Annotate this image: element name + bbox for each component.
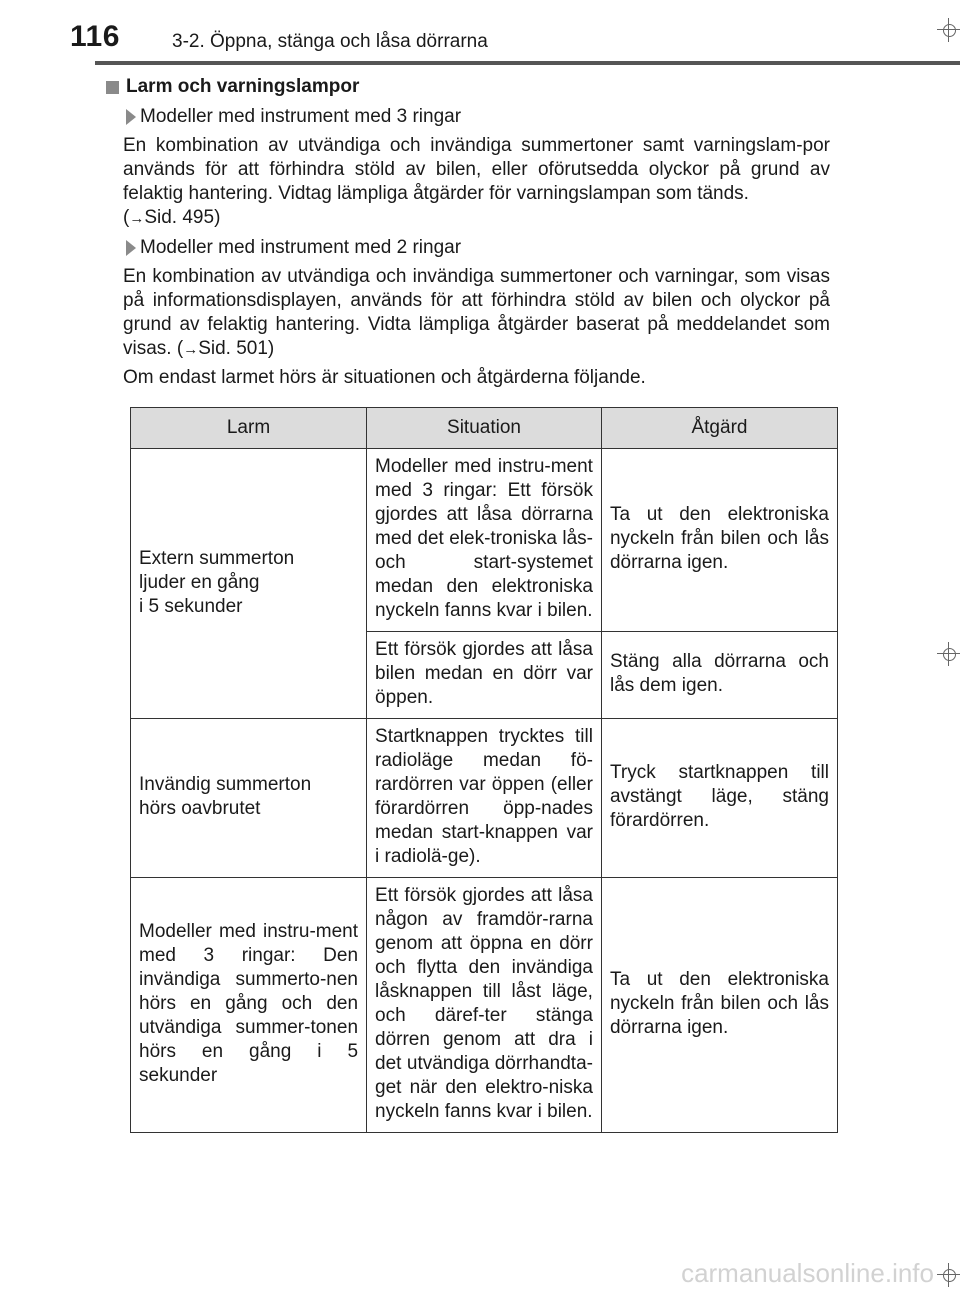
subheading-2-rings-text: Modeller med instrument med 2 ringar — [140, 237, 462, 258]
table-row — [131, 878, 838, 1133]
table-row — [131, 449, 838, 632]
paragraph-3-rings: En kombination av utvändiga och invändiga summertoner samt varningslam-por används för att förhindra stöld av bilen, eller oförutsedda olyckor på grund av felaktig hantering. Vidtag lämpliga åtgärder för varningslampan som tänds. (→Sid. 495) — [123, 135, 830, 228]
table-header-row — [131, 408, 838, 449]
page-reference[interactable]: Sid. 501 — [198, 338, 268, 359]
subheading-3-rings-text: Modeller med instrument med 3 ringar — [140, 106, 462, 127]
alarm-table — [130, 407, 838, 1133]
paragraph-3-rings-text: En kombination av utvändiga och invändiga summertoner samt varningslam-por används för att förhindra stöld av bilen, eller oförutsedda olyckor på grund av felaktig hantering. Vidtag lämpliga åtgärder för varningslampan som tänds. — [123, 135, 830, 204]
alarm-line: ljuder en gång — [139, 571, 260, 593]
alarm-line: i 5 sekunder — [139, 595, 243, 617]
arrow-right-icon: → — [129, 210, 145, 227]
alarm-cell — [131, 719, 367, 878]
paragraph-intro-table: Om endast larmet hörs är situationen och åtgärderna följande. — [123, 367, 646, 388]
action-cell: Stäng alla dörrarna och lås dem igen. — [601, 632, 837, 719]
situation-cell: Modeller med instru-ment med 3 ringar: Ett försök gjordes att låsa dörrarna med det elek-troniska lås- och start-systemet medan den elektroniska nyckeln fanns kvar i bilen. — [367, 449, 602, 632]
action-cell: Ta ut den elektroniska nyckeln från bilen och lås dörrarna igen. — [601, 878, 837, 1133]
page-reference[interactable]: Sid. 495 — [144, 207, 215, 228]
subheading-2-rings — [126, 235, 830, 261]
header-rule — [95, 61, 960, 65]
column-header-situation: Situation — [367, 408, 602, 449]
square-bullet-icon — [106, 81, 119, 94]
paragraph-2-rings: En kombination av utvändiga och invändiga summertoner och varningar, som visas på informationsdisplayen, används för att förhindra stöld av bilen och olyckor på grund av felaktig hantering. Vidta lämpliga åtgärder baserat på meddelandet som visas. (→Sid. 501) — [123, 266, 830, 359]
main-content — [106, 74, 830, 390]
alarm-line: hörs oavbrutet — [139, 798, 261, 819]
triangle-bullet-icon — [126, 240, 136, 256]
table-row — [131, 719, 838, 878]
alarm-cell: Modeller med instru-ment med 3 ringar: Den invändiga summerto-nen hörs en gång och den utvändiga summer-tonen hörs en gång i 5 sekunder — [131, 878, 367, 1133]
column-header-alarm: Larm — [131, 408, 367, 449]
action-cell: Tryck startknappen till avstängt läge, stäng förardörren. — [601, 719, 837, 878]
alarm-line: Invändig summerton — [139, 774, 312, 795]
registration-mark-icon — [937, 1263, 960, 1287]
registration-mark-icon — [937, 642, 960, 666]
registration-mark-icon — [937, 18, 960, 42]
situation-cell: Startknappen trycktes till radioläge medan fö-rardörren var öppen (eller förardörren öpp-nades medan start-knappen var i radiolä-ge). — [367, 719, 602, 878]
column-header-action: Åtgärd — [601, 408, 837, 449]
alarm-cell — [131, 449, 367, 719]
chapter-title: 3-2. Öppna, stänga och låsa dörrarna — [172, 31, 488, 52]
section-heading-text: Larm och varningslampor — [126, 76, 360, 97]
arrow-right-icon: → — [183, 341, 199, 358]
triangle-bullet-icon — [126, 109, 136, 125]
situation-cell: Ett försök gjordes att låsa någon av framdör-rarna genom att öppna en dörr och flytta den invändiga låsknappen till låst läge, och däref-ter stänga dörren genom att dra i det utvändiga dörrhandta-get när den elektro-niska nyckeln fanns kvar i bilen. — [367, 878, 602, 1133]
paragraph-2-rings-text: En kombination av utvändiga och invändiga summertoner och varningar, som visas på informationsdisplayen, används för att förhindra stöld av bilen och olyckor på grund av felaktig hantering. Vidta lämpliga åtgärder baserat på meddelandet som visas. — [123, 266, 830, 359]
page-number: 116 — [70, 20, 120, 53]
watermark: carmanualsonline.info — [681, 1258, 934, 1288]
alarm-line: Extern summerton — [139, 547, 295, 569]
situation-cell: Ett försök gjordes att låsa bilen medan en dörr var öppen. — [367, 632, 602, 719]
section-heading — [106, 74, 830, 100]
action-cell: Ta ut den elektroniska nyckeln från bilen och lås dörrarna igen. — [601, 449, 837, 632]
subheading-3-rings — [126, 104, 830, 130]
